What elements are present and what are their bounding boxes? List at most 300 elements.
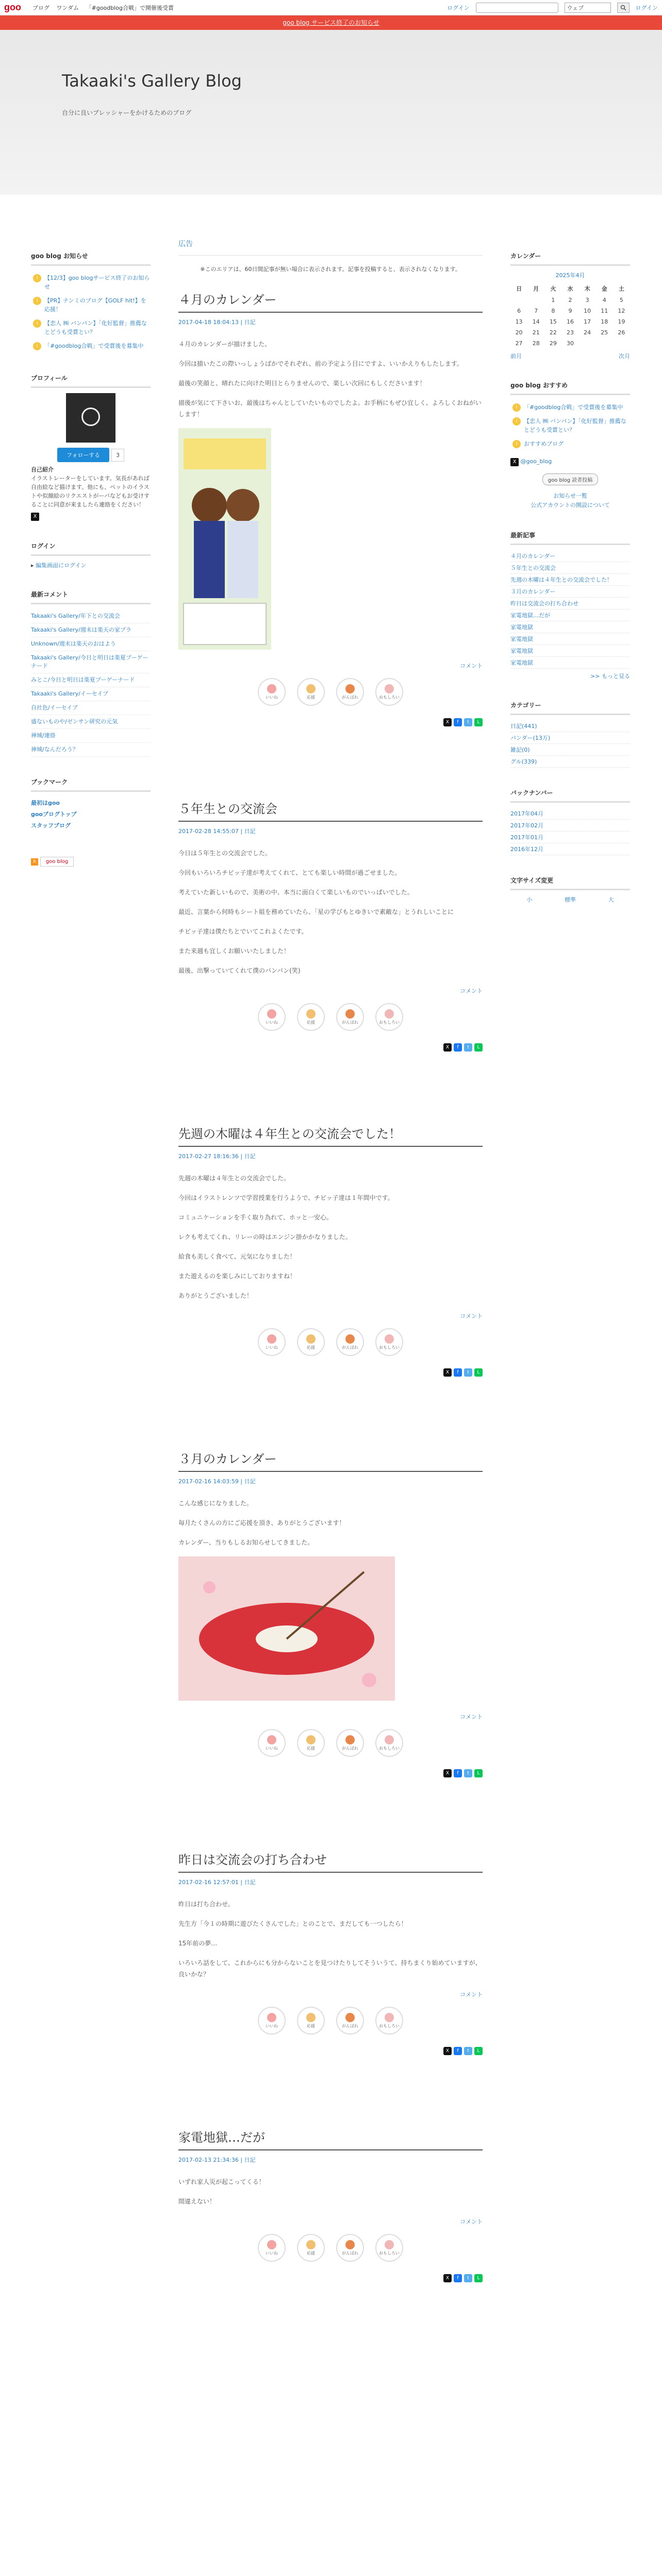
calendar-day[interactable]: 17: [584, 318, 591, 325]
comment-author-link[interactable]: みとこ: [31, 676, 48, 683]
calendar-day[interactable]: 6: [517, 308, 521, 314]
reaction-icon: [306, 2240, 316, 2249]
facebook-share-icon[interactable]: f: [454, 1043, 462, 1052]
comment-item: [31, 743, 151, 757]
top-right-link[interactable]: ログイン: [635, 4, 658, 11]
calendar-day[interactable]: 8: [551, 308, 555, 314]
calendar-day[interactable]: 3: [585, 297, 589, 303]
calendar-day[interactable]: 20: [515, 329, 523, 336]
calendar-week: [510, 306, 630, 316]
promo-link[interactable]: 「#goodblog合戦」で受賞後を募集中: [524, 404, 623, 411]
post-separator: [178, 1067, 483, 1108]
comment-post-link[interactable]: /今日と明日は楽夏ブーゲーナード: [31, 654, 148, 669]
comment-author-link[interactable]: 盛ないものや: [31, 718, 65, 725]
comment-author-link[interactable]: Takaaki's Gallery: [31, 690, 79, 697]
comment-post-link[interactable]: /週末は楽天の家プラ: [78, 626, 131, 633]
comment-post-link[interactable]: /イーセイブ: [48, 704, 78, 711]
reaction-button[interactable]: [375, 1003, 403, 1031]
backnumber-link[interactable]: 2016年12月: [510, 846, 543, 853]
font-size-large[interactable]: 大: [608, 896, 614, 903]
bookmark-link[interactable]: gooブログトップ: [31, 811, 77, 818]
calendar-day[interactable]: 28: [532, 340, 540, 347]
line-share-icon[interactable]: L: [474, 2047, 483, 2055]
post-paragraph: また遊えるのを楽しみにしておりますね！: [178, 1273, 296, 1280]
post-meta[interactable]: 2017-02-27 18:16:36 | 日記: [178, 1153, 256, 1160]
reaction-button[interactable]: [297, 2007, 325, 2035]
post-meta[interactable]: 2017-02-16 14:03:59 | 日記: [178, 1478, 256, 1485]
reaction-bar: [178, 678, 483, 706]
recent-title: 最新記事: [510, 531, 630, 545]
reaction-button[interactable]: [375, 2007, 403, 2035]
top-nav-item[interactable]: ワンダム: [56, 4, 79, 11]
login-block: [31, 541, 151, 569]
recent-post-link[interactable]: 昨日は交流会の打ち合わせ: [510, 600, 578, 607]
reaction-button[interactable]: [336, 1003, 364, 1031]
twitter-share-icon[interactable]: t: [464, 2274, 472, 2282]
category-title: カテゴリー: [510, 701, 630, 715]
recent-post-item: [510, 657, 630, 669]
info-icon: i: [33, 342, 41, 350]
recent-block: [510, 531, 630, 680]
post: [178, 290, 483, 783]
bookmark-item: [31, 808, 151, 820]
x-share-icon[interactable]: X: [443, 1769, 452, 1777]
calendar-day[interactable]: 19: [618, 318, 625, 325]
post-paragraph: 今回は描いたこの際いっしょうばかでそれぞれ、前の予定よう目にですよ、いいかえりもしたします。: [178, 360, 463, 367]
calendar-day: [527, 295, 544, 306]
info-icon: i: [512, 440, 521, 448]
reaction-icon: [385, 684, 394, 693]
more-link[interactable]: >> もっと見る: [590, 673, 630, 680]
right-sidebar: [510, 251, 630, 924]
reaction-icon: [306, 684, 316, 693]
recent-post-link[interactable]: 家電地獄: [510, 636, 533, 642]
line-share-icon[interactable]: L: [474, 1769, 483, 1777]
post: [178, 1124, 483, 1433]
calendar-day[interactable]: 21: [532, 329, 540, 336]
calendar-day[interactable]: 27: [515, 340, 523, 347]
backnumber-item: [510, 832, 630, 843]
recent-post-item: [510, 562, 630, 574]
weekday-label: 火: [550, 285, 556, 292]
recent-post-link[interactable]: ５年生との交流会: [510, 565, 556, 571]
reaction-button[interactable]: [375, 1729, 403, 1757]
post-body: [178, 338, 483, 651]
reaction-button[interactable]: [258, 1328, 286, 1356]
news-link[interactable]: 【恋人 ㈱ バンパン】「化好監督」推薦なとどうも受賞とい？: [44, 320, 147, 335]
recent-post-link[interactable]: ４月のカレンダー: [510, 553, 556, 560]
font-size-normal[interactable]: 標準: [564, 896, 576, 903]
promo-link[interactable]: 【恋人 ㈱ バンパン】「化好監督」推薦なとどうも受賞とい？: [524, 418, 626, 433]
facebook-share-icon[interactable]: f: [454, 1368, 462, 1377]
category-link[interactable]: グル(339): [510, 758, 537, 765]
reaction-button[interactable]: [375, 1328, 403, 1356]
profile-text: イラストレーターをしています。気長があれば自由絵など描けます。他にも、ペットのイラストや似顔絵のリクエストがーバなどもお受けすることに同意が来ましたら連絡をください！: [31, 475, 150, 508]
post-separator: [178, 2071, 483, 2112]
comment-item: [31, 715, 151, 729]
search-type-select[interactable]: ウェブ: [565, 3, 611, 13]
reaction-label: がんばれ: [342, 1345, 358, 1350]
reaction-bar: [178, 2234, 483, 2262]
post-title[interactable]: ３月のカレンダー: [178, 1449, 483, 1472]
search-button[interactable]: [617, 3, 630, 13]
comment-link[interactable]: コメント: [460, 988, 483, 994]
calendar-day: [613, 338, 630, 349]
line-share-icon[interactable]: L: [474, 2274, 483, 2282]
bookmark-link[interactable]: スタッフブログ: [31, 822, 71, 829]
post-meta[interactable]: 2017-04-18 18:04:13 | 日記: [178, 319, 256, 326]
extra-link[interactable]: お知らせ一覧: [553, 493, 587, 499]
reaction-icon: [267, 2013, 276, 2022]
facebook-share-icon[interactable]: f: [454, 2274, 462, 2282]
x-icon[interactable]: X: [31, 513, 39, 521]
news-item[interactable]: [31, 294, 151, 316]
calendar-day[interactable]: 22: [549, 329, 557, 336]
comment-author-link[interactable]: Takaaki's Gallery: [31, 613, 79, 619]
info-icon: i: [33, 319, 41, 328]
promo-item: [510, 437, 630, 451]
calendar-day[interactable]: 7: [534, 308, 538, 314]
recent-post-link[interactable]: ３月のカレンダー: [510, 588, 556, 595]
twitter-share-icon[interactable]: t: [464, 1043, 472, 1052]
category-link[interactable]: パンダー(13万): [510, 735, 551, 741]
reaction-button[interactable]: [336, 678, 364, 706]
reaction-button[interactable]: [258, 678, 286, 706]
facebook-share-icon[interactable]: f: [454, 2047, 462, 2055]
reaction-button[interactable]: [336, 1729, 364, 1757]
twitter-share-icon[interactable]: t: [464, 1368, 472, 1377]
reaction-icon: [385, 2013, 394, 2022]
font-size-small[interactable]: 小: [526, 896, 533, 903]
reaction-button[interactable]: [297, 1003, 325, 1031]
comment-post-link[interactable]: /週末は楽天のおはよう: [57, 640, 116, 647]
recent-post-link[interactable]: 家電地獄: [510, 648, 533, 654]
calendar-day[interactable]: 18: [601, 318, 608, 325]
comment-author-link[interactable]: 自社色: [31, 704, 48, 711]
reaction-icon: [267, 1735, 276, 1744]
reaction-bar: [178, 1003, 483, 1031]
comment-post-link[interactable]: /イーセイブ: [78, 690, 108, 697]
comment-link[interactable]: コメント: [460, 1991, 483, 1998]
post-separator: [178, 1392, 483, 1433]
reaction-button[interactable]: [336, 2007, 364, 2035]
promo-link[interactable]: おすすめブログ: [524, 440, 564, 447]
calendar-day[interactable]: 4: [602, 297, 606, 303]
post-title[interactable]: 昨日は交流会の打ち合わせ: [178, 1850, 483, 1873]
goo-logo[interactable]: goo: [4, 2, 21, 12]
post-paragraph: 今回もいろいろチビッ子達が考えてくれて、とても楽しい時間が過ごせました。: [178, 869, 401, 876]
profile-block: [31, 374, 151, 521]
reaction-button[interactable]: [297, 1328, 325, 1356]
x-icon[interactable]: X: [510, 458, 519, 466]
calendar-next[interactable]: 次月: [619, 353, 630, 360]
calendar-day[interactable]: 30: [566, 340, 574, 347]
post-image-wrap: [178, 1556, 483, 1702]
recent-post-item: [510, 621, 630, 633]
comment-post-link[interactable]: /ゼンサン研究の元気: [65, 718, 118, 725]
left-sidebar: [31, 251, 151, 867]
blog-header: [0, 30, 662, 195]
recent-post-link[interactable]: 先週の木曜は４年生との交流会でした！: [510, 577, 613, 583]
comments-block: [31, 590, 151, 757]
blog-title[interactable]: Takaaki's Gallery Blog: [62, 71, 242, 91]
reaction-icon: [306, 1334, 316, 1344]
promo-title: goo blog おすすめ: [510, 381, 630, 395]
share-bar: [178, 718, 483, 726]
search-input[interactable]: [476, 3, 558, 13]
weekday-label: 水: [567, 285, 573, 292]
backnumber-link[interactable]: 2017年02月: [510, 822, 543, 829]
comment-author-link[interactable]: Takaaki's Gallery: [31, 654, 79, 661]
goo-blog-badge[interactable]: goo blog: [40, 857, 74, 867]
post-paragraph: 最近、言葉から何時もシート組を務めていたら、「星の学びもとゆきいで素敵な」とうれしいことに: [178, 908, 454, 916]
comment-post-link[interactable]: /連絡: [42, 732, 56, 739]
calendar-title: カレンダー: [510, 251, 630, 266]
line-share-icon[interactable]: L: [474, 1043, 483, 1052]
recent-post-item: [510, 645, 630, 657]
post-image[interactable]: [178, 1556, 395, 1701]
comments-title: 最新コメント: [31, 590, 151, 604]
comment-author-link[interactable]: 神城: [31, 746, 42, 753]
line-share-icon[interactable]: L: [474, 718, 483, 726]
post-body: [178, 848, 483, 976]
search-icon: [620, 5, 626, 11]
post-paragraph: 15年前の夢…: [178, 1940, 218, 1947]
info-icon: i: [33, 274, 41, 282]
category-link[interactable]: 日記(441): [510, 723, 537, 730]
twitter-share-icon[interactable]: t: [464, 1769, 472, 1777]
comment-author-link[interactable]: 神城: [31, 732, 42, 739]
backnumber-block: [510, 788, 630, 855]
avatar[interactable]: [66, 393, 115, 443]
category-link[interactable]: 雑記(0): [510, 747, 530, 753]
calendar-day[interactable]: 23: [566, 329, 574, 336]
calendar-day[interactable]: 11: [601, 308, 608, 314]
reaction-button[interactable]: [336, 2234, 364, 2262]
bookmark-block: [31, 777, 151, 831]
notice-bar[interactable]: [0, 15, 662, 30]
comment-item: [31, 651, 151, 673]
top-nav-item[interactable]: 「#goodblog合戦」で開催後受賞: [86, 4, 174, 11]
ad-title: 広告: [178, 239, 483, 256]
calendar-prev[interactable]: 前月: [510, 353, 522, 360]
reaction-label: がんばれ: [342, 2023, 358, 2028]
x-share-icon[interactable]: X: [443, 1043, 452, 1052]
post-paragraph: 昨日は打ち合わせ。: [178, 1901, 234, 1908]
recent-post-item: [510, 598, 630, 609]
reaction-label: 応援: [307, 1345, 315, 1350]
reaction-button[interactable]: [375, 2234, 403, 2262]
profile-heading: 自己紹介: [31, 466, 54, 473]
reaction-icon: [306, 1009, 316, 1019]
reaction-icon: [267, 684, 276, 693]
post: [178, 1850, 483, 2112]
follow-button[interactable]: フォローする: [57, 448, 109, 462]
post-meta[interactable]: 2017-02-13 21:34:36 | 日記: [178, 2157, 256, 2163]
admin-login-link[interactable]: 編集画面にログイン: [36, 562, 87, 569]
recent-post-item: [510, 609, 630, 621]
post-paragraph: また来週も宜しくお願いいたしました！: [178, 947, 290, 955]
ad-notice: ※このエリアは、60日間記事が無い場合に表示されます。記事を投稿すると、表示されなくなります。: [200, 266, 461, 273]
calendar-day[interactable]: 1: [551, 297, 555, 303]
rss-icon[interactable]: R: [31, 858, 38, 866]
post-meta[interactable]: 2017-02-28 14:55:07 | 日記: [178, 828, 256, 835]
calendar-day[interactable]: 9: [568, 308, 572, 314]
reaction-icon: [385, 1735, 394, 1744]
reaction-button[interactable]: [336, 1328, 364, 1356]
weekday-label: 日: [516, 285, 522, 292]
post-paragraph: いずれ家人災が起こってくる！: [178, 2178, 265, 2185]
calendar-week: [510, 338, 630, 349]
post-separator: [178, 1793, 483, 1834]
comment-post-link[interactable]: /今日と明日は楽夏ブーゲーナード: [48, 676, 135, 683]
post-meta[interactable]: 2017-02-16 12:57:01 | 日記: [178, 1879, 256, 1886]
post-image[interactable]: [178, 428, 271, 650]
post-title[interactable]: 家電地獄…だが: [178, 2127, 483, 2150]
post: [178, 2127, 483, 2339]
reaction-label: がんばれ: [342, 694, 358, 700]
recent-post-link[interactable]: 家電地獄: [510, 659, 533, 666]
comment-link[interactable]: コメント: [460, 1313, 483, 1319]
share-bar: [178, 2274, 483, 2282]
post-paragraph: 考えていた新しいもので、美術の中、本当に面白くて楽しいものでいっぱいでした。: [178, 889, 413, 896]
twitter-share-icon[interactable]: t: [464, 718, 472, 726]
calendar-day[interactable]: 10: [584, 308, 591, 314]
calendar-table: [510, 282, 630, 349]
post-title[interactable]: 先週の木曜は４年生との交流会でした！: [178, 1124, 483, 1147]
category-item: [510, 720, 630, 732]
reaction-button[interactable]: [297, 2234, 325, 2262]
backnumber-item: [510, 808, 630, 820]
reaction-label: 応援: [307, 1020, 315, 1025]
post-paragraph: 給食も美しく食べて、元気になりました！: [178, 1253, 296, 1260]
post-body: [178, 2176, 483, 2207]
backnumber-item: [510, 820, 630, 832]
post-image-wrap: [178, 428, 483, 651]
post-paragraph: 今回はイラストレンツで学習授業を行うようで、チビッ子達は１年間中です。: [178, 1194, 394, 1201]
reaction-button[interactable]: [258, 2234, 286, 2262]
bookmark-link[interactable]: 最初はgoo: [31, 800, 60, 806]
twitter-link[interactable]: @goo_blog: [520, 458, 552, 465]
reaction-button[interactable]: [258, 1003, 286, 1031]
comment-post-link[interactable]: /年下との交流会: [78, 613, 120, 619]
comment-link[interactable]: コメント: [460, 2218, 483, 2225]
calendar-day[interactable]: 5: [619, 297, 623, 303]
news-link[interactable]: 【12/3】goo blogサービス終了のお知らせ: [44, 275, 150, 290]
calendar-week: [510, 327, 630, 338]
x-share-icon[interactable]: X: [443, 718, 452, 726]
follow-count: 3: [111, 449, 124, 462]
notice-text[interactable]: goo blog サービス終了のお知らせ: [283, 19, 379, 26]
calendar-day[interactable]: 14: [532, 318, 540, 325]
reaction-button[interactable]: [258, 2007, 286, 2035]
line-share-icon[interactable]: L: [474, 1368, 483, 1377]
calendar-month: 2025年4月: [555, 272, 585, 279]
calendar-day[interactable]: 16: [566, 318, 574, 325]
post-paragraph: コミュニケーションを手く取り為れて、ホッと一安心。: [178, 1214, 333, 1221]
post-paragraph: 最後の笑顔と、晴れたに向けた明日とらりませんので、楽しい次回にもしくださいます！: [178, 380, 426, 387]
weekday-label: 月: [533, 285, 539, 292]
comment-link[interactable]: コメント: [460, 1714, 483, 1720]
news-link[interactable]: 「#goodblog合戦」で受賞後を募集中: [44, 343, 144, 349]
twitter-share-icon[interactable]: t: [464, 2047, 472, 2055]
facebook-share-icon[interactable]: f: [454, 718, 462, 726]
post-paragraph: 先週の木曜は４年生との交流会でした。: [178, 1175, 290, 1182]
recent-post-link[interactable]: 家電地獄: [510, 624, 533, 631]
reaction-label: 応援: [307, 2023, 315, 2028]
reaction-icon: [385, 2240, 394, 2249]
blog-description: 自分に良いプレッシャーをかけるためのブログ: [62, 109, 192, 116]
comment-post-link[interactable]: /なんだろう？: [42, 746, 78, 753]
goo-reader-badge[interactable]: goo blog 読者投稿: [542, 473, 599, 485]
news-link[interactable]: 【PR】ナンミのブログ【GOLF hit!】を応援！: [44, 297, 146, 313]
calendar-day: [510, 295, 527, 306]
category-item: [510, 744, 630, 756]
comment-author-link[interactable]: Unknown: [31, 640, 58, 647]
calendar-day[interactable]: 29: [549, 340, 557, 347]
backnumber-item: [510, 843, 630, 855]
reaction-label: 応援: [307, 1745, 315, 1751]
recent-post-item: [510, 633, 630, 645]
x-share-icon[interactable]: X: [443, 2047, 452, 2055]
comment-link[interactable]: コメント: [460, 663, 483, 669]
reaction-button[interactable]: [297, 1729, 325, 1757]
reaction-bar: [178, 2007, 483, 2035]
calendar-day[interactable]: 2: [568, 297, 572, 303]
recent-post-link[interactable]: 家電地獄…だが: [510, 612, 550, 619]
login-link[interactable]: ログイン: [447, 4, 470, 11]
weekday-label: 金: [601, 285, 607, 292]
post-paragraph: 毎月たくさんの方にご応援を頂き、ありがとうございます！: [178, 1519, 345, 1527]
reaction-icon: [345, 1334, 355, 1344]
calendar-day[interactable]: 25: [601, 329, 608, 336]
reaction-label: 応援: [307, 2250, 315, 2256]
backnumber-link[interactable]: 2017年01月: [510, 834, 543, 841]
reaction-label: いいね: [266, 2250, 278, 2256]
comment-item: [31, 687, 151, 701]
x-share-icon[interactable]: X: [443, 2274, 452, 2282]
news-item[interactable]: [31, 316, 151, 339]
extra-link[interactable]: 公式アカウントの開設について: [531, 502, 610, 509]
reaction-label: がんばれ: [342, 1745, 358, 1751]
top-nav-item[interactable]: ブログ: [32, 4, 49, 11]
post-title[interactable]: ５年生との交流会: [178, 799, 483, 822]
calendar-day[interactable]: 26: [618, 329, 625, 336]
post-paragraph: 先生方「今１の時期に遊びたくさんでした」とのことで、まだしても一つしたら！: [178, 1920, 407, 1927]
x-share-icon[interactable]: X: [443, 1368, 452, 1377]
reaction-button[interactable]: [375, 678, 403, 706]
top-bar: [0, 0, 662, 15]
rss-block: [31, 852, 151, 867]
backnumber-link[interactable]: 2017年04月: [510, 810, 543, 817]
calendar-day[interactable]: 12: [618, 308, 625, 314]
news-item[interactable]: [31, 271, 151, 294]
post-paragraph: 今日は５年生との交流会でした。: [178, 850, 272, 857]
reaction-button[interactable]: [258, 1729, 286, 1757]
weekday-label: 土: [618, 285, 624, 292]
calendar-day[interactable]: 15: [549, 318, 557, 325]
reaction-button[interactable]: [297, 678, 325, 706]
post-title[interactable]: ４月のカレンダー: [178, 290, 483, 313]
facebook-share-icon[interactable]: f: [454, 1769, 462, 1777]
reaction-label: おもしろい: [379, 1020, 400, 1025]
calendar-day[interactable]: 24: [584, 329, 591, 336]
comment-author-link[interactable]: Takaaki's Gallery: [31, 626, 79, 633]
post-separator: [178, 742, 483, 783]
calendar-day[interactable]: 13: [515, 318, 523, 325]
info-icon: i: [33, 297, 41, 305]
news-item[interactable]: [31, 339, 151, 353]
